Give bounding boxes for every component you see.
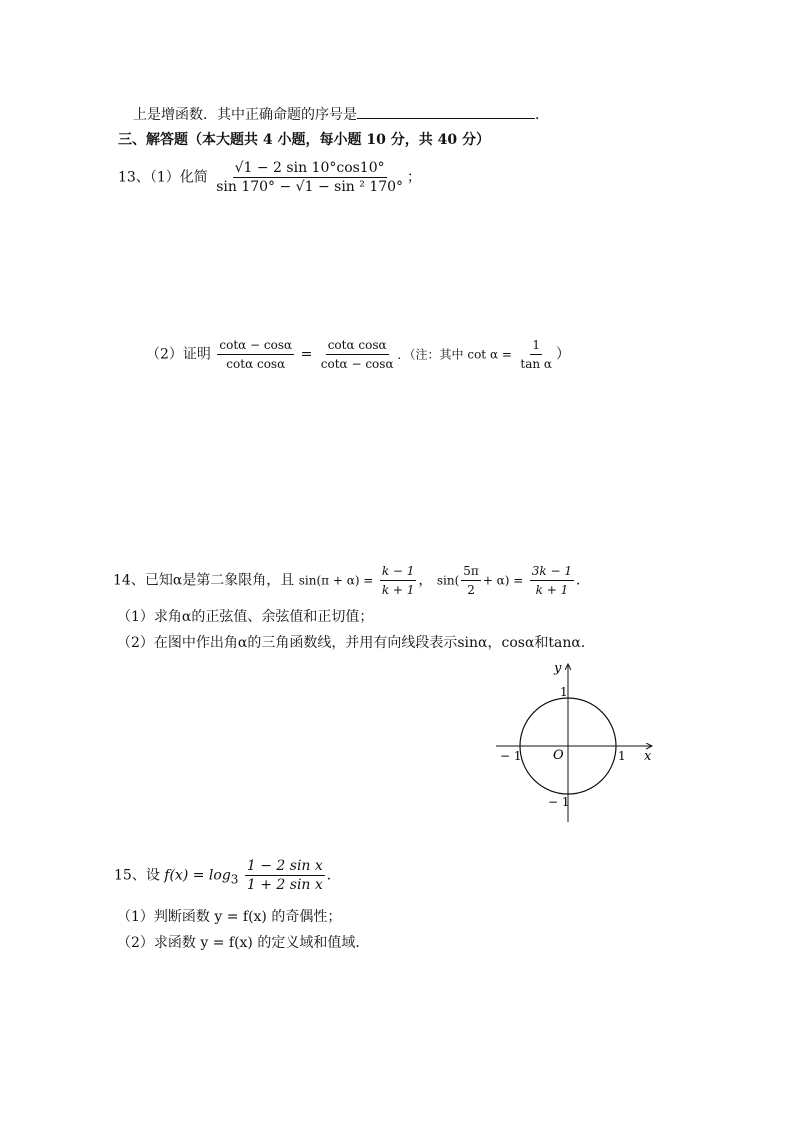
q15-part1: （1）判断函数 y = f(x) 的奇偶性； (117, 909, 342, 925)
pos-x-label: 1 (618, 749, 626, 763)
q14-expr1-lhs: sin(π + α) = (298, 573, 374, 588)
q15-part2: （2）求函数 y = f(x) 的定义域和值域． (117, 935, 370, 951)
answer-blank (357, 104, 535, 119)
q14-expr1-fraction (380, 563, 417, 598)
q12-tail-text: 上是增函数．其中正确命题的序号是 (133, 107, 357, 123)
q14-expr2-angle-fraction (461, 563, 481, 598)
q15-den: 1 + 2 sin x (246, 877, 323, 893)
q13-lhs-num: cotα − cosα (217, 337, 294, 355)
origin-label: O (553, 748, 564, 763)
neg-y-label: − 1 (548, 795, 570, 809)
q13-note-fraction (518, 337, 554, 372)
q15-fraction (245, 858, 325, 893)
q15-num: 1 − 2 sin x (246, 858, 323, 874)
q13-fraction (214, 160, 405, 195)
q14-expr2-lhs: sin( (436, 573, 460, 588)
q14-sep: ， (418, 572, 433, 589)
q13-note-end: ） (556, 346, 570, 363)
q13-denominator: sin 170° − √1 − sin ² 170° (216, 179, 404, 195)
section3-heading: 三、解答题（本大题共 4 小题，每小题 10 分，共 40 分） (118, 132, 490, 148)
q13-rhs-fraction (319, 337, 396, 372)
q14-expr1-den: k + 1 (381, 583, 415, 597)
q15-fx: f(x) = log (164, 867, 231, 884)
q15-label: 15、设 (114, 867, 160, 884)
q14-expr2-angle-num: 5π (461, 563, 481, 581)
q13-part2-label: （2）证明 (146, 346, 211, 363)
q13-note-num: 1 (530, 337, 542, 355)
q13-end: ； (407, 169, 422, 186)
q13-part2 (146, 337, 570, 372)
q15-statement (114, 858, 341, 893)
q13-note-den: tan α (520, 357, 552, 371)
q14-expr2-num: 3k − 1 (530, 563, 574, 581)
q14-expr2-mid: + α) = (482, 573, 524, 588)
q14-expr1-num: k − 1 (380, 563, 417, 581)
q13-rhs-num: cotα cosα (326, 337, 389, 355)
q14-end: ． (576, 572, 591, 589)
q13-lhs-den: cotα cosα (226, 357, 286, 371)
q13-label: 13、（1）化简 (118, 169, 208, 186)
q14-expr2-den: k + 1 (535, 583, 569, 597)
unit-circle-figure (490, 658, 670, 828)
q15-log-base: 3 (230, 872, 239, 887)
q15-end: ． (326, 867, 341, 884)
q12-tail-end: ． (535, 107, 549, 123)
q13-part1 (118, 160, 421, 195)
q14-part1: （1）求角α的正弦值、余弦值和正切值； (117, 609, 374, 625)
x-axis-label: x (644, 749, 652, 764)
q14-expr2-fraction (530, 563, 574, 598)
neg-x-label: − 1 (500, 749, 522, 763)
y-axis-label: y (554, 661, 562, 676)
q13-note-start: ．（注：其中 cot α = (397, 347, 512, 362)
q13-rhs-den: cotα − cosα (320, 357, 394, 371)
q14-label: 14、已知α是第二象限角，且 (113, 572, 295, 589)
q14-expr2-angle-den: 2 (467, 583, 475, 597)
q14-statement (113, 563, 590, 598)
q13-lhs-fraction (217, 337, 294, 372)
q12-tail-line (133, 104, 549, 124)
q13-numerator: √1 − 2 sin 10°cos10° (234, 160, 385, 176)
q14-part2: （2）在图中作出角α的三角函数线，并用有向线段表示sinα，cosα和tanα． (117, 635, 595, 651)
q13-eq: = (300, 346, 313, 363)
pos-y-label: 1 (560, 685, 568, 699)
